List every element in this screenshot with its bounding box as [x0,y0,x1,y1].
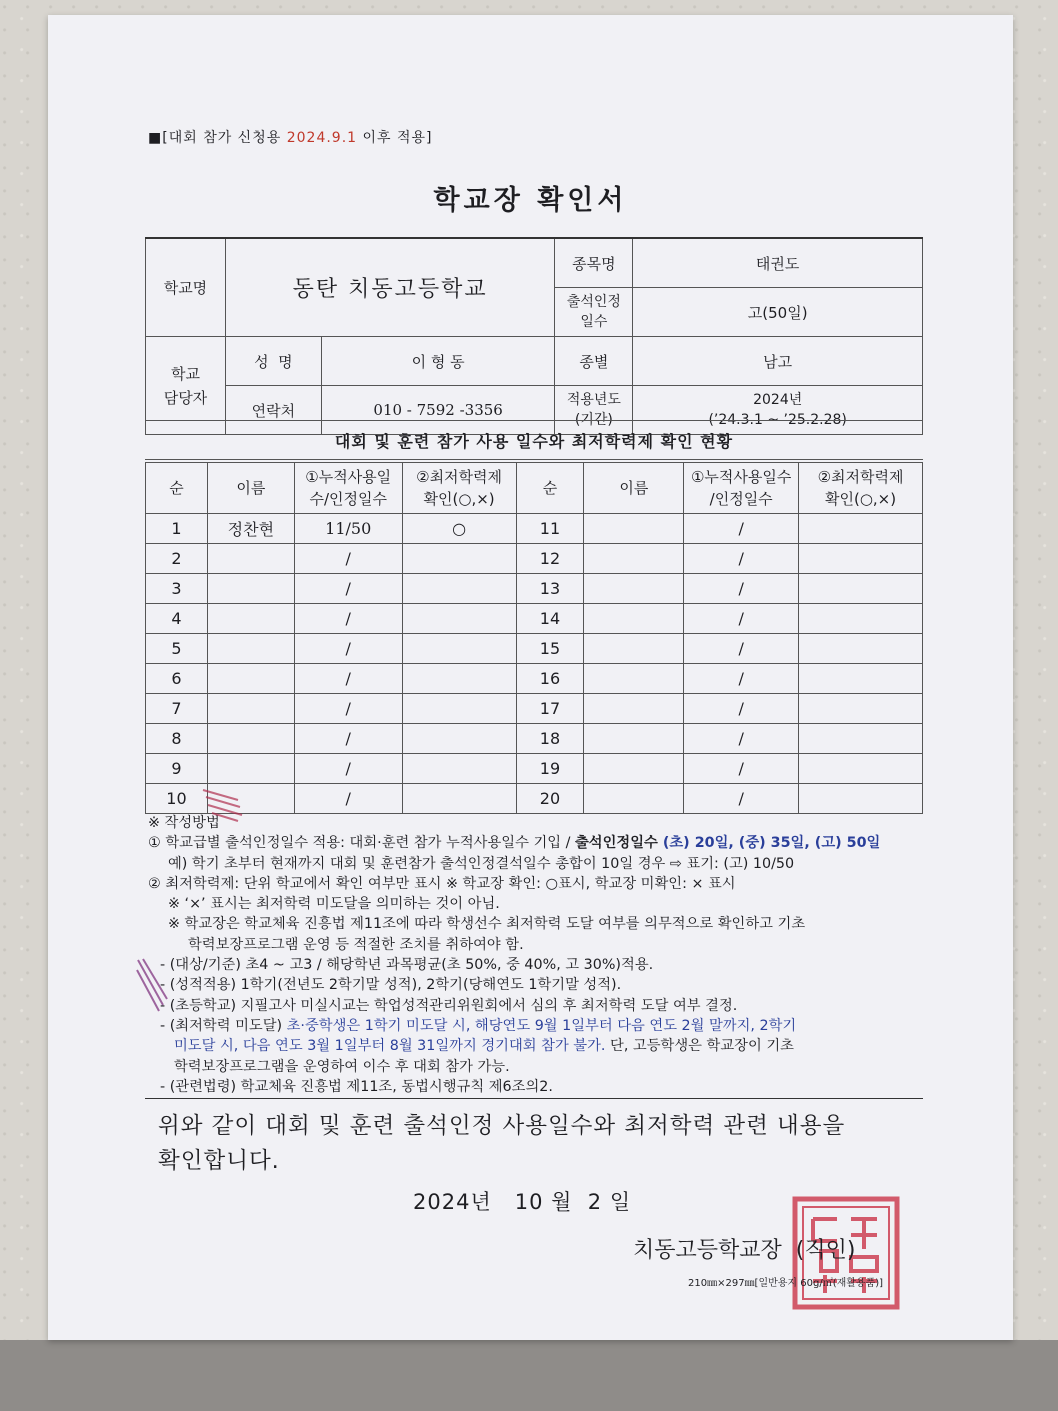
days-used-2: / [684,724,799,754]
table-row [146,754,923,784]
minimum-check [402,784,516,814]
note-text-blue: (초) 20일, (중) 35일, (고) 50일 [657,835,881,852]
student-name-2 [584,664,684,694]
note-line-12: 학력보장프로그램을 운영하여 이수 후 대회 참가 가능. [174,1058,510,1075]
student-name [207,724,294,754]
event-value: 태권도 [633,238,923,288]
student-name-2 [584,634,684,664]
gender-label: 종별 [555,337,633,386]
note-line-7: - (대상/기준) 초4 ~ 고3 / 해당학년 과목평균(초 50%, 중 40%, 고 30%)적용. [160,957,654,974]
days-used: / [294,634,402,664]
minimum-check-2 [799,694,923,724]
confirm-line-2: 확인합니다. [158,1148,280,1174]
instructions [148,813,948,1097]
table-row [146,694,923,724]
note-text: ① 학교급별 출석인정일수 적용: 대회·훈련 참가 누적사용일수 기입 / [148,835,575,852]
note-line-1 [148,833,948,853]
row-number: 3 [146,574,208,604]
note-line-6: 학력보장프로그램 운영 등 적절한 조치를 취하여야 함. [188,936,524,953]
note-text: - (최저학력 미도달) [160,1017,287,1034]
note-text: 단, 고등학생은 학교장이 기초 [605,1038,794,1055]
school-name: 동탄 치동고등학교 [225,238,555,337]
minimum-check [402,754,516,784]
days-used-2: / [684,544,799,574]
paper-spec: 210㎜×297㎜[일반용지 60g/㎡(재활용품)] [688,1278,884,1289]
contact-label: 연락처 [225,386,321,435]
row-number-2: 17 [516,694,584,724]
minimum-check-2 [799,544,923,574]
header-days: ①누적사용일 수/인정일수 [294,463,402,514]
days-used: / [294,754,402,784]
header-days-2: ①누적사용일수 /인정일수 [684,463,799,514]
student-name-2 [584,574,684,604]
student-name [207,604,294,634]
note-line-8: - (성적적용) 1학기(전년도 2학기말 성적), 2학기(당해연도 1학기말 성적). [160,977,622,994]
days-used: / [294,544,402,574]
days-used: 11/50 [294,514,402,544]
student-name-2 [584,784,684,814]
note-line-3: ② 최저학력제: 단위 학교에서 확인 여부만 표시 ※ 학교장 확인: ○표시, 학교장 미확인: × 표시 [148,875,736,892]
document-title: 학교장 확인서 [433,185,628,216]
note-line-5: ※ 학교장은 학교체육 진흥법 제11조에 따라 학생선수 최저학력 도달 여부를 의무적으로 확인하고 기초 [168,916,806,933]
minimum-check [402,574,516,604]
student-name-2 [584,544,684,574]
application-note [148,127,433,147]
minimum-check [402,604,516,634]
row-number: 2 [146,544,208,574]
days-used: / [294,574,402,604]
row-number: 8 [146,724,208,754]
event-label: 종목명 [555,238,633,288]
red-ink-mark-icon [198,785,248,825]
minimum-check [402,724,516,754]
table-row [146,574,923,604]
minimum-check [402,664,516,694]
days-used: / [294,724,402,754]
row-number-2: 11 [516,514,584,544]
roster-table [145,462,923,814]
notes-heading: ※ 작성방법 [148,815,220,831]
header-no-2: 순 [516,463,584,514]
header-check: ②최저학력제 확인(○,×) [402,463,516,514]
minimum-check [402,694,516,724]
days-used-2: / [684,754,799,784]
note-line-4: ※ ‘×’ 표시는 최저학력 미도달을 의미하는 것이 아님. [168,896,500,913]
student-name-2 [584,754,684,784]
table-row [146,514,923,544]
row-number-2: 13 [516,574,584,604]
note-text-bold: 출석인정일수 [574,835,658,852]
note-line-2: 예) 학기 초부터 현재까지 대회 및 훈련참가 출석인정결석일수 총합이 10일 경우 ⇨ 표기: (고) 10/50 [168,855,795,872]
table-row [146,604,923,634]
student-name-2 [584,604,684,634]
days-used: / [294,784,402,814]
note-date: 2024.9.1 [286,130,358,146]
table-row [146,784,923,814]
table-row [146,724,923,754]
days-used: / [294,694,402,724]
confirm-statement [158,1109,928,1179]
note-text-blue: 미도달 시, 다음 연도 3월 1일부터 8월 31일까지 경기대회 참가 불가. [174,1038,606,1055]
name-value: 이 형 동 [321,337,555,386]
header-check-2: ②최저학력제 확인(○,×) [799,463,923,514]
minimum-check-2 [799,514,923,544]
student-name: 정찬현 [207,514,294,544]
purple-ink-mark-icon [133,955,173,1015]
row-number-2: 16 [516,664,584,694]
confirm-divider [145,1098,923,1099]
note-suffix: 이후 적용] [357,130,433,146]
roster-body [146,514,923,814]
days-used-2: / [684,604,799,634]
manager-label: 학교 담당자 [146,337,226,435]
contact-value: 010 - 7592 -3356 [321,386,555,435]
student-name [207,574,294,604]
minimum-check-2 [799,664,923,694]
minimum-check-2 [799,604,923,634]
row-number: 6 [146,664,208,694]
row-number: 5 [146,634,208,664]
days-used-2: / [684,694,799,724]
header-name: 이름 [207,463,294,514]
note-line-13: - (관련법령) 학교체육 진흥법 제11조, 동법시행규칙 제6조의2. [160,1078,553,1095]
school-info-table [145,237,923,435]
roster-header-row [146,463,923,514]
header-no: 순 [146,463,208,514]
row-number-2: 19 [516,754,584,784]
note-prefix: ■[대회 참가 신청용 [148,130,287,146]
summary-header [145,420,923,460]
minimum-check [402,634,516,664]
table-row [146,634,923,664]
days-used: / [294,664,402,694]
confirm-line-1: 위와 같이 대회 및 훈련 출석인정 사용일수와 최저학력 관련 내용을 [158,1113,846,1139]
student-name [207,544,294,574]
minimum-check-2 [799,574,923,604]
minimum-check [402,544,516,574]
note-line-10 [148,1016,948,1036]
attendance-value: 고(50일) [633,288,923,337]
note-text-blue: 초·중학생은 1학기 미도달 시, 해당연도 9월 1일부터 다음 연도 2월 말까지, 2학기 [286,1017,797,1034]
row-number: 7 [146,694,208,724]
background-floor [0,1340,1058,1411]
row-number: 9 [146,754,208,784]
days-used-2: / [684,784,799,814]
student-name-2 [584,724,684,754]
principal-signature: 치동고등학교장 (직인) [633,1238,856,1263]
row-number-2: 18 [516,724,584,754]
days-used: / [294,604,402,634]
year-value: 2024년 [753,392,803,408]
days-used-2: / [684,514,799,544]
year-label: 적용년도 (기간) [555,386,633,435]
row-number-2: 15 [516,634,584,664]
signature-date: 2024년 10 월 2 일 [413,1190,632,1214]
table-row [146,664,923,694]
minimum-check-2 [799,724,923,754]
student-name-2 [584,694,684,724]
gender-value: 남고 [633,337,923,386]
minimum-check: ○ [402,514,516,544]
minimum-check-2 [799,784,923,814]
minimum-check-2 [799,754,923,784]
student-name [207,694,294,724]
header-name-2: 이름 [584,463,684,514]
row-number: 4 [146,604,208,634]
row-number-2: 12 [516,544,584,574]
name-label: 성 명 [225,337,321,386]
student-name [207,634,294,664]
period-value: (’24.3.1 ~ ’25.2.28) [708,412,847,428]
student-name-2 [584,514,684,544]
summary-title: 대회 및 훈련 참가 사용 일수와 최저학력제 확인 현황 [145,421,923,460]
student-name [207,664,294,694]
document-page [48,15,1013,1340]
note-line-11 [148,1036,948,1056]
row-number: 1 [146,514,208,544]
row-number-2: 20 [516,784,584,814]
table-row [146,544,923,574]
attendance-label: 출석인정 일수 [555,288,633,337]
student-name [207,754,294,784]
days-used-2: / [684,574,799,604]
row-number-2: 14 [516,604,584,634]
minimum-check-2 [799,634,923,664]
row-number: 10 [146,784,208,814]
days-used-2: / [684,664,799,694]
school-label: 학교명 [146,238,226,337]
days-used-2: / [684,634,799,664]
note-line-9: - (초등학교) 지필고사 미실시교는 학업성적관리위원회에서 심의 후 최저학력 도달 여부 결정. [160,997,738,1014]
